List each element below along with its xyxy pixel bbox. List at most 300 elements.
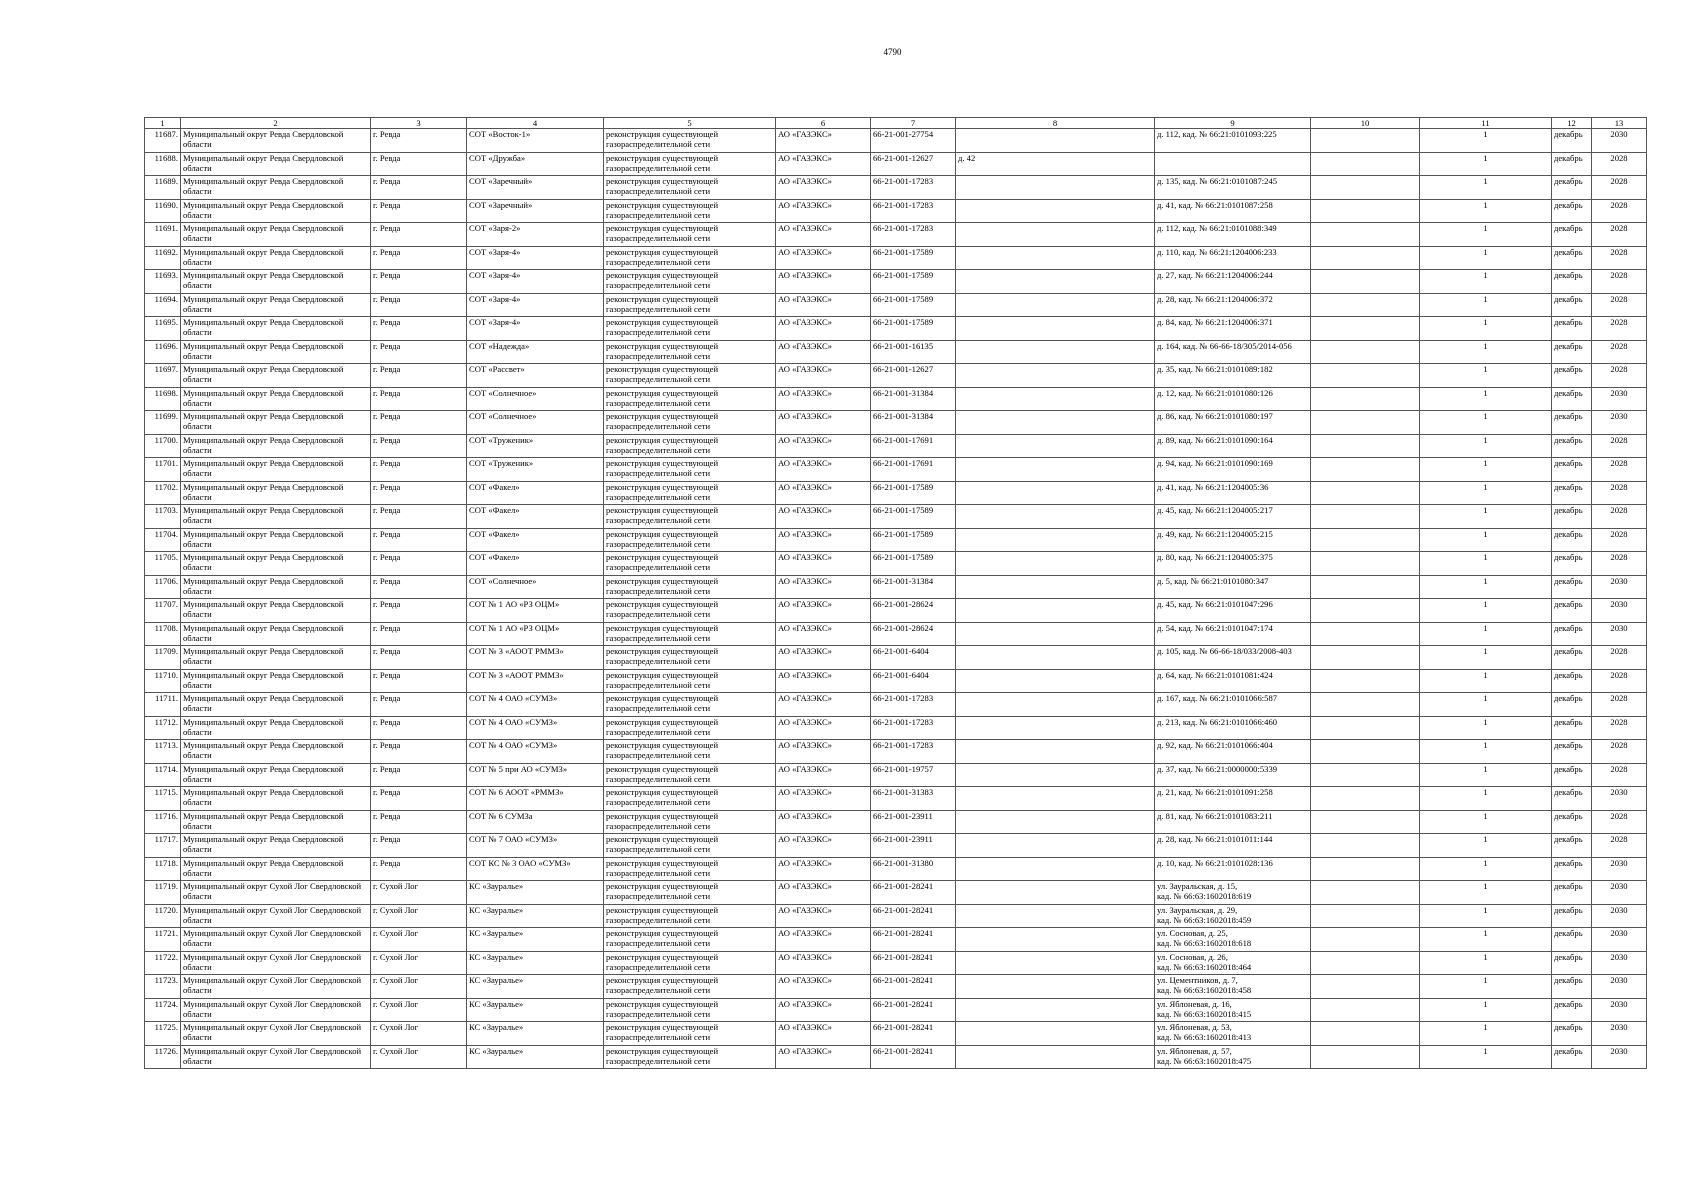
cell-month: декабрь [1552, 152, 1592, 176]
cell-work-type: реконструкция существующей газораспределительной сети [604, 810, 776, 834]
cell-empty-col [1311, 364, 1420, 388]
cell-operator: АО «ГАЗЭКС» [776, 810, 871, 834]
cell-operator: АО «ГАЗЭКС» [776, 552, 871, 576]
cell-garden-partnership: СОТ «Труженик» [467, 434, 604, 458]
cell-year: 2028 [1592, 317, 1647, 341]
cell-row-number: 11721. [145, 928, 181, 952]
cell-gas-permit-number: 66-21-001-17283 [871, 199, 956, 223]
cell-year: 2028 [1592, 693, 1647, 717]
cell-year: 2028 [1592, 763, 1647, 787]
cell-garden-partnership: СОТ «Надежда» [467, 340, 604, 364]
cell-month: декабрь [1552, 481, 1592, 505]
cell-row-number: 11687. [145, 129, 181, 153]
cell-house-number [956, 176, 1155, 200]
cell-month: декабрь [1552, 810, 1592, 834]
cell-quantity: 1 [1420, 763, 1552, 787]
cell-quantity: 1 [1420, 1022, 1552, 1046]
cell-settlement: г. Ревда [371, 646, 467, 670]
cell-quantity: 1 [1420, 199, 1552, 223]
cell-row-number: 11716. [145, 810, 181, 834]
table-row [145, 810, 1647, 834]
cell-municipality: Муниципальный округ Ревда Свердловской области [181, 740, 371, 764]
cell-year: 2030 [1592, 575, 1647, 599]
cell-garden-partnership: СОТ «Заря-2» [467, 223, 604, 247]
cell-address-cadastral: д. 213, кад. № 66:21:0101066:460 [1155, 716, 1311, 740]
cell-address-cadastral: д. 167, кад. № 66:21:0101066:587 [1155, 693, 1311, 717]
cell-work-type: реконструкция существующей газораспределительной сети [604, 552, 776, 576]
table-row [145, 951, 1647, 975]
table-row [145, 552, 1647, 576]
cell-settlement: г. Сухой Лог [371, 928, 467, 952]
cell-empty-col [1311, 411, 1420, 435]
cell-garden-partnership: СОТ № 1 АО «РЗ ОЦМ» [467, 599, 604, 623]
table-row [145, 599, 1647, 623]
cell-row-number: 11698. [145, 387, 181, 411]
cell-gas-permit-number: 66-21-001-17589 [871, 505, 956, 529]
cell-operator: АО «ГАЗЭКС» [776, 669, 871, 693]
cell-row-number: 11710. [145, 669, 181, 693]
cell-operator: АО «ГАЗЭКС» [776, 599, 871, 623]
cell-quantity: 1 [1420, 622, 1552, 646]
cell-address-cadastral: д. 5, кад. № 66:21:0101080:347 [1155, 575, 1311, 599]
cell-gas-permit-number: 66-21-001-28624 [871, 622, 956, 646]
cell-quantity: 1 [1420, 928, 1552, 952]
cell-settlement: г. Ревда [371, 246, 467, 270]
cell-operator: АО «ГАЗЭКС» [776, 270, 871, 294]
cell-year: 2030 [1592, 881, 1647, 905]
cell-settlement: г. Ревда [371, 693, 467, 717]
cell-row-number: 11706. [145, 575, 181, 599]
cell-address-cadastral: д. 112, кад. № 66:21:0101093:225 [1155, 129, 1311, 153]
cell-year: 2028 [1592, 293, 1647, 317]
cell-work-type: реконструкция существующей газораспределительной сети [604, 505, 776, 529]
cell-work-type: реконструкция существующей газораспределительной сети [604, 881, 776, 905]
cell-municipality: Муниципальный округ Ревда Свердловской области [181, 411, 371, 435]
cell-address-cadastral: д. 89, кад. № 66:21:0101090:164 [1155, 434, 1311, 458]
cell-municipality: Муниципальный округ Сухой Лог Свердловской области [181, 1022, 371, 1046]
cell-municipality: Муниципальный округ Ревда Свердловской области [181, 246, 371, 270]
cell-month: декабрь [1552, 270, 1592, 294]
cell-operator: АО «ГАЗЭКС» [776, 928, 871, 952]
table-row [145, 176, 1647, 200]
cell-empty-col [1311, 1022, 1420, 1046]
cell-municipality: Муниципальный округ Сухой Лог Свердловской области [181, 998, 371, 1022]
cell-garden-partnership: СОТ КС № 3 ОАО «СУМЗ» [467, 857, 604, 881]
cell-row-number: 11693. [145, 270, 181, 294]
cell-house-number [956, 646, 1155, 670]
cell-month: декабрь [1552, 740, 1592, 764]
cell-garden-partnership: КС «Зауралье» [467, 975, 604, 999]
table-row [145, 928, 1647, 952]
cell-garden-partnership: СОТ № 4 ОАО «СУМЗ» [467, 740, 604, 764]
cell-house-number [956, 317, 1155, 341]
cell-year: 2030 [1592, 975, 1647, 999]
cell-settlement: г. Ревда [371, 787, 467, 811]
cell-year: 2028 [1592, 199, 1647, 223]
cell-municipality: Муниципальный округ Ревда Свердловской области [181, 223, 371, 247]
cell-settlement: г. Ревда [371, 599, 467, 623]
cell-operator: АО «ГАЗЭКС» [776, 693, 871, 717]
cell-work-type: реконструкция существующей газораспределительной сети [604, 246, 776, 270]
cell-row-number: 11709. [145, 646, 181, 670]
cell-address-cadastral [1155, 152, 1311, 176]
cell-gas-permit-number: 66-21-001-12627 [871, 152, 956, 176]
cell-row-number: 11691. [145, 223, 181, 247]
cell-municipality: Муниципальный округ Ревда Свердловской области [181, 270, 371, 294]
cell-house-number [956, 951, 1155, 975]
cell-garden-partnership: КС «Зауралье» [467, 1022, 604, 1046]
cell-row-number: 11689. [145, 176, 181, 200]
cell-month: декабрь [1552, 763, 1592, 787]
table-row [145, 199, 1647, 223]
cell-gas-permit-number: 66-21-001-27754 [871, 129, 956, 153]
cell-operator: АО «ГАЗЭКС» [776, 176, 871, 200]
cell-row-number: 11726. [145, 1045, 181, 1069]
cell-quantity: 1 [1420, 693, 1552, 717]
header-col-6: 6 [776, 118, 871, 129]
cell-month: декабрь [1552, 975, 1592, 999]
cell-gas-permit-number: 66-21-001-28241 [871, 928, 956, 952]
cell-empty-col [1311, 834, 1420, 858]
cell-gas-permit-number: 66-21-001-31384 [871, 387, 956, 411]
cell-gas-permit-number: 66-21-001-23911 [871, 810, 956, 834]
cell-gas-permit-number: 66-21-001-28241 [871, 975, 956, 999]
cell-work-type: реконструкция существующей газораспределительной сети [604, 599, 776, 623]
cell-garden-partnership: СОТ «Заря-4» [467, 293, 604, 317]
cell-gas-permit-number: 66-21-001-17589 [871, 317, 956, 341]
cell-quantity: 1 [1420, 270, 1552, 294]
cell-address-cadastral: д. 49, кад. № 66:21:1204005:215 [1155, 528, 1311, 552]
cell-work-type: реконструкция существующей газораспределительной сети [604, 293, 776, 317]
cell-operator: АО «ГАЗЭКС» [776, 1045, 871, 1069]
cell-garden-partnership: КС «Зауралье» [467, 928, 604, 952]
cell-house-number [956, 810, 1155, 834]
cell-house-number [956, 716, 1155, 740]
cell-row-number: 11718. [145, 857, 181, 881]
cell-gas-permit-number: 66-21-001-28241 [871, 1022, 956, 1046]
cell-year: 2028 [1592, 458, 1647, 482]
cell-row-number: 11708. [145, 622, 181, 646]
header-col-8: 8 [956, 118, 1155, 129]
header-row [145, 118, 1647, 129]
cell-house-number [956, 458, 1155, 482]
cell-row-number: 11703. [145, 505, 181, 529]
cell-address-cadastral: д. 27, кад. № 66:21:1204006:244 [1155, 270, 1311, 294]
cell-work-type: реконструкция существующей газораспределительной сети [604, 646, 776, 670]
cell-garden-partnership: СОТ «Факел» [467, 528, 604, 552]
cell-work-type: реконструкция существующей газораспределительной сети [604, 951, 776, 975]
cell-row-number: 11692. [145, 246, 181, 270]
cell-gas-permit-number: 66-21-001-17283 [871, 716, 956, 740]
header-col-12: 12 [1552, 118, 1592, 129]
cell-row-number: 11713. [145, 740, 181, 764]
cell-settlement: г. Сухой Лог [371, 998, 467, 1022]
cell-quantity: 1 [1420, 340, 1552, 364]
cell-settlement: г. Ревда [371, 223, 467, 247]
cell-garden-partnership: СОТ «Дружба» [467, 152, 604, 176]
cell-address-cadastral: д. 94, кад. № 66:21:0101090:169 [1155, 458, 1311, 482]
cell-address-cadastral: д. 21, кад. № 66:21:0101091:258 [1155, 787, 1311, 811]
cell-settlement: г. Сухой Лог [371, 1045, 467, 1069]
header-col-5: 5 [604, 118, 776, 129]
cell-month: декабрь [1552, 129, 1592, 153]
cell-month: декабрь [1552, 951, 1592, 975]
cell-row-number: 11699. [145, 411, 181, 435]
cell-work-type: реконструкция существующей газораспределительной сети [604, 411, 776, 435]
cell-house-number [956, 763, 1155, 787]
cell-municipality: Муниципальный округ Ревда Свердловской области [181, 387, 371, 411]
cell-quantity: 1 [1420, 951, 1552, 975]
cell-empty-col [1311, 763, 1420, 787]
cell-gas-permit-number: 66-21-001-17589 [871, 552, 956, 576]
cell-municipality: Муниципальный округ Ревда Свердловской области [181, 129, 371, 153]
cell-work-type: реконструкция существующей газораспределительной сети [604, 364, 776, 388]
cell-work-type: реконструкция существующей газораспределительной сети [604, 928, 776, 952]
cell-year: 2028 [1592, 246, 1647, 270]
cell-municipality: Муниципальный округ Ревда Свердловской области [181, 857, 371, 881]
table-row [145, 646, 1647, 670]
cell-settlement: г. Ревда [371, 458, 467, 482]
table-row [145, 975, 1647, 999]
cell-row-number: 11724. [145, 998, 181, 1022]
header-col-9: 9 [1155, 118, 1311, 129]
cell-settlement: г. Ревда [371, 199, 467, 223]
cell-house-number [956, 481, 1155, 505]
cell-operator: АО «ГАЗЭКС» [776, 763, 871, 787]
cell-gas-permit-number: 66-21-001-28624 [871, 599, 956, 623]
cell-settlement: г. Ревда [371, 152, 467, 176]
table-row [145, 152, 1647, 176]
cell-address-cadastral: д. 86, кад. № 66:21:0101080:197 [1155, 411, 1311, 435]
cell-address-cadastral: ул. Сосновая, д. 26, кад. № 66:63:1602018:464 [1155, 951, 1311, 975]
cell-month: декабрь [1552, 552, 1592, 576]
cell-garden-partnership: СОТ «Солнечное» [467, 387, 604, 411]
cell-row-number: 11715. [145, 787, 181, 811]
cell-row-number: 11697. [145, 364, 181, 388]
cell-house-number [956, 669, 1155, 693]
cell-empty-col [1311, 270, 1420, 294]
table-row [145, 575, 1647, 599]
cell-quantity: 1 [1420, 998, 1552, 1022]
cell-work-type: реконструкция существующей газораспределительной сети [604, 975, 776, 999]
cell-year: 2028 [1592, 646, 1647, 670]
cell-quantity: 1 [1420, 152, 1552, 176]
cell-year: 2030 [1592, 1045, 1647, 1069]
cell-month: декабрь [1552, 646, 1592, 670]
cell-quantity: 1 [1420, 481, 1552, 505]
cell-work-type: реконструкция существующей газораспределительной сети [604, 458, 776, 482]
header-col-4: 4 [467, 118, 604, 129]
cell-address-cadastral: ул. Яблоневая, д. 53, кад. № 66:63:1602018:413 [1155, 1022, 1311, 1046]
cell-month: декабрь [1552, 881, 1592, 905]
cell-work-type: реконструкция существующей газораспределительной сети [604, 834, 776, 858]
cell-gas-permit-number: 66-21-001-19757 [871, 763, 956, 787]
cell-row-number: 11717. [145, 834, 181, 858]
table-row [145, 434, 1647, 458]
cell-empty-col [1311, 129, 1420, 153]
cell-operator: АО «ГАЗЭКС» [776, 646, 871, 670]
cell-municipality: Муниципальный округ Сухой Лог Свердловской области [181, 1045, 371, 1069]
cell-address-cadastral: ул. Яблоневая, д. 16, кад. № 66:63:1602018:415 [1155, 998, 1311, 1022]
cell-municipality: Муниципальный округ Ревда Свердловской области [181, 552, 371, 576]
cell-house-number [956, 528, 1155, 552]
cell-quantity: 1 [1420, 975, 1552, 999]
header-col-7: 7 [871, 118, 956, 129]
table-row [145, 622, 1647, 646]
cell-year: 2028 [1592, 176, 1647, 200]
cell-operator: АО «ГАЗЭКС» [776, 787, 871, 811]
cell-garden-partnership: СОТ «Заречный» [467, 199, 604, 223]
cell-empty-col [1311, 646, 1420, 670]
cell-garden-partnership: КС «Зауралье» [467, 1045, 604, 1069]
cell-quantity: 1 [1420, 293, 1552, 317]
cell-month: декабрь [1552, 411, 1592, 435]
cell-quantity: 1 [1420, 857, 1552, 881]
cell-month: декабрь [1552, 693, 1592, 717]
cell-operator: АО «ГАЗЭКС» [776, 505, 871, 529]
cell-year: 2028 [1592, 834, 1647, 858]
cell-garden-partnership: СОТ «Факел» [467, 552, 604, 576]
cell-house-number [956, 857, 1155, 881]
table-row [145, 246, 1647, 270]
cell-house-number [956, 787, 1155, 811]
cell-gas-permit-number: 66-21-001-28241 [871, 881, 956, 905]
cell-operator: АО «ГАЗЭКС» [776, 434, 871, 458]
cell-settlement: г. Ревда [371, 528, 467, 552]
cell-house-number: д. 42 [956, 152, 1155, 176]
cell-municipality: Муниципальный округ Сухой Лог Свердловской области [181, 904, 371, 928]
cell-operator: АО «ГАЗЭКС» [776, 387, 871, 411]
cell-municipality: Муниципальный округ Ревда Свердловской области [181, 505, 371, 529]
table-row [145, 505, 1647, 529]
cell-operator: АО «ГАЗЭКС» [776, 481, 871, 505]
cell-house-number [956, 387, 1155, 411]
cell-operator: АО «ГАЗЭКС» [776, 223, 871, 247]
header-col-10: 10 [1311, 118, 1420, 129]
cell-gas-permit-number: 66-21-001-28241 [871, 904, 956, 928]
cell-work-type: реконструкция существующей газораспределительной сети [604, 1045, 776, 1069]
cell-quantity: 1 [1420, 434, 1552, 458]
cell-year: 2030 [1592, 928, 1647, 952]
cell-work-type: реконструкция существующей газораспределительной сети [604, 129, 776, 153]
cell-house-number [956, 975, 1155, 999]
cell-quantity: 1 [1420, 740, 1552, 764]
cell-gas-permit-number: 66-21-001-17589 [871, 270, 956, 294]
cell-year: 2030 [1592, 411, 1647, 435]
cell-settlement: г. Сухой Лог [371, 975, 467, 999]
table-row [145, 411, 1647, 435]
cell-garden-partnership: СОТ «Восток-1» [467, 129, 604, 153]
cell-year: 2028 [1592, 505, 1647, 529]
cell-settlement: г. Ревда [371, 810, 467, 834]
cell-empty-col [1311, 857, 1420, 881]
cell-municipality: Муниципальный округ Ревда Свердловской области [181, 646, 371, 670]
cell-house-number [956, 575, 1155, 599]
table-row [145, 669, 1647, 693]
cell-address-cadastral: д. 37, кад. № 66:21:0000000:5339 [1155, 763, 1311, 787]
cell-address-cadastral: д. 10, кад. № 66:21:0101028:136 [1155, 857, 1311, 881]
cell-year: 2028 [1592, 669, 1647, 693]
cell-garden-partnership: СОТ «Солнечное» [467, 411, 604, 435]
cell-garden-partnership: СОТ № 5 при АО «СУМЗ» [467, 763, 604, 787]
cell-year: 2030 [1592, 129, 1647, 153]
cell-address-cadastral: д. 28, кад. № 66:21:0101011:144 [1155, 834, 1311, 858]
cell-empty-col [1311, 528, 1420, 552]
cell-settlement: г. Ревда [371, 552, 467, 576]
cell-settlement: г. Ревда [371, 505, 467, 529]
cell-row-number: 11695. [145, 317, 181, 341]
cell-settlement: г. Ревда [371, 129, 467, 153]
cell-empty-col [1311, 505, 1420, 529]
cell-settlement: г. Сухой Лог [371, 951, 467, 975]
cell-address-cadastral: д. 45, кад. № 66:21:0101047:296 [1155, 599, 1311, 623]
cell-operator: АО «ГАЗЭКС» [776, 364, 871, 388]
cell-quantity: 1 [1420, 246, 1552, 270]
cell-municipality: Муниципальный округ Ревда Свердловской области [181, 340, 371, 364]
cell-empty-col [1311, 904, 1420, 928]
cell-quantity: 1 [1420, 223, 1552, 247]
cell-garden-partnership: СОТ «Факел» [467, 481, 604, 505]
cell-operator: АО «ГАЗЭКС» [776, 881, 871, 905]
cell-empty-col [1311, 881, 1420, 905]
cell-gas-permit-number: 66-21-001-6404 [871, 669, 956, 693]
cell-empty-col [1311, 975, 1420, 999]
cell-work-type: реконструкция существующей газораспределительной сети [604, 575, 776, 599]
cell-settlement: г. Сухой Лог [371, 904, 467, 928]
cell-empty-col [1311, 293, 1420, 317]
cell-empty-col [1311, 1045, 1420, 1069]
cell-garden-partnership: СОТ «Заречный» [467, 176, 604, 200]
cell-empty-col [1311, 622, 1420, 646]
cell-year: 2028 [1592, 528, 1647, 552]
cell-municipality: Муниципальный округ Ревда Свердловской области [181, 599, 371, 623]
cell-work-type: реконструкция существующей газораспределительной сети [604, 787, 776, 811]
cell-row-number: 11714. [145, 763, 181, 787]
cell-row-number: 11700. [145, 434, 181, 458]
cell-municipality: Муниципальный округ Ревда Свердловской области [181, 199, 371, 223]
cell-house-number [956, 904, 1155, 928]
cell-gas-permit-number: 66-21-001-28241 [871, 998, 956, 1022]
cell-work-type: реконструкция существующей газораспределительной сети [604, 1022, 776, 1046]
cell-garden-partnership: СОТ № 7 ОАО «СУМЗ» [467, 834, 604, 858]
cell-house-number [956, 834, 1155, 858]
cell-house-number [956, 246, 1155, 270]
cell-year: 2030 [1592, 599, 1647, 623]
cell-municipality: Муниципальный округ Ревда Свердловской области [181, 176, 371, 200]
cell-municipality: Муниципальный округ Ревда Свердловской области [181, 481, 371, 505]
cell-empty-col [1311, 693, 1420, 717]
cell-garden-partnership: КС «Зауралье» [467, 998, 604, 1022]
cell-quantity: 1 [1420, 716, 1552, 740]
cell-address-cadastral: д. 105, кад. № 66-66-18/033/2008-403 [1155, 646, 1311, 670]
cell-operator: АО «ГАЗЭКС» [776, 740, 871, 764]
cell-empty-col [1311, 998, 1420, 1022]
cell-year: 2028 [1592, 434, 1647, 458]
cell-operator: АО «ГАЗЭКС» [776, 834, 871, 858]
cell-empty-col [1311, 152, 1420, 176]
header-col-2: 2 [181, 118, 371, 129]
cell-month: декабрь [1552, 364, 1592, 388]
cell-gas-permit-number: 66-21-001-31384 [871, 411, 956, 435]
cell-row-number: 11704. [145, 528, 181, 552]
cell-work-type: реконструкция существующей газораспределительной сети [604, 904, 776, 928]
cell-house-number [956, 881, 1155, 905]
cell-empty-col [1311, 810, 1420, 834]
cell-municipality: Муниципальный округ Ревда Свердловской области [181, 458, 371, 482]
cell-house-number [956, 270, 1155, 294]
cell-gas-permit-number: 66-21-001-17691 [871, 434, 956, 458]
cell-operator: АО «ГАЗЭКС» [776, 904, 871, 928]
